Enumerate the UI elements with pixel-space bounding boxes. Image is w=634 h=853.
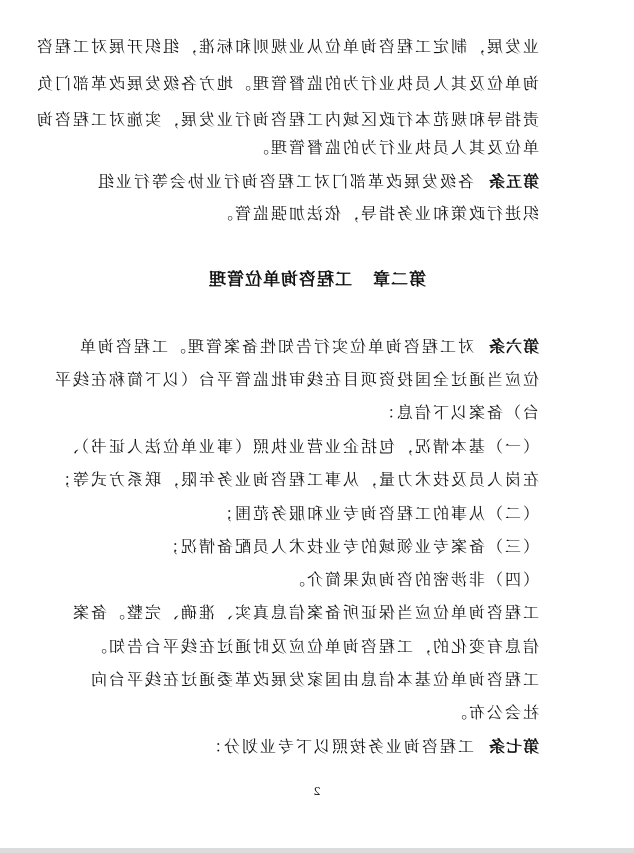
body-line: 台）备案以下信息： [376,403,539,422]
body-line: 位应当通过全国投资项目在线审批监管平台（以下简称在线平 [52,370,539,389]
chapter-heading [0,268,634,292]
body-line: 工程咨询单位基本信息由国家发展改革委通过在线平台向 [88,670,539,689]
article-5 [97,172,539,192]
article-5-text: 各级发展改革部门对工程咨询行业协会等行业组 [95,172,474,191]
article-6 [77,337,539,357]
body-line: 询单位及其人员执业行为的监督管理。地方各级发展改革部门负 [34,74,539,93]
body-line: （一）基本情况，包括企业营业执照（事业单位法人证书）、 [60,437,539,456]
article-7-text: 工程咨询业务按照以下专业划分： [203,737,474,756]
chapter-title: 工程咨询单位管理 [208,270,352,290]
page-bottom-edge [0,848,634,853]
body-line: （三）备案专业领域的专业技术人员配备情况； [160,537,539,556]
article-6-label: 第六条 [487,337,539,356]
article-7-label: 第七条 [487,737,539,756]
page-number: 2 [313,785,321,798]
body-line: 织进行政策和业务指导，依法加强监管。 [214,204,539,223]
article-5-label: 第五条 [487,172,539,191]
body-line: 社会公布。 [448,703,539,722]
body-line: 责指导和规范本行政区域内工程咨询行业发展，实施对工程咨询 [34,110,539,129]
article-7 [97,737,539,757]
body-line: （二）从事的工程咨询专业和服务范围； [214,504,539,523]
body-line: 单位及其人员执业行为的监督管理。 [250,138,539,157]
body-line: 业发展，制定工程咨询单位从业规则和标准，组织开展对工程咨 [34,37,539,56]
body-line: 信息有变化的，工程咨询单位应及时通过在线平台告知。 [88,637,539,656]
body-line: 在岗人员及技术力量，从事工程咨询业务年限，联系方式等； [52,470,539,489]
body-line: 工程咨询单位应当保证所备案信息真实、准确、完整。备案 [70,603,539,622]
article-6-text: 对工程咨询单位实行告知性备案管理。工程咨询单 [77,337,474,356]
body-line: （四）非涉密的咨询成果简介。 [286,570,539,589]
chapter-number: 第二章 [372,270,426,290]
